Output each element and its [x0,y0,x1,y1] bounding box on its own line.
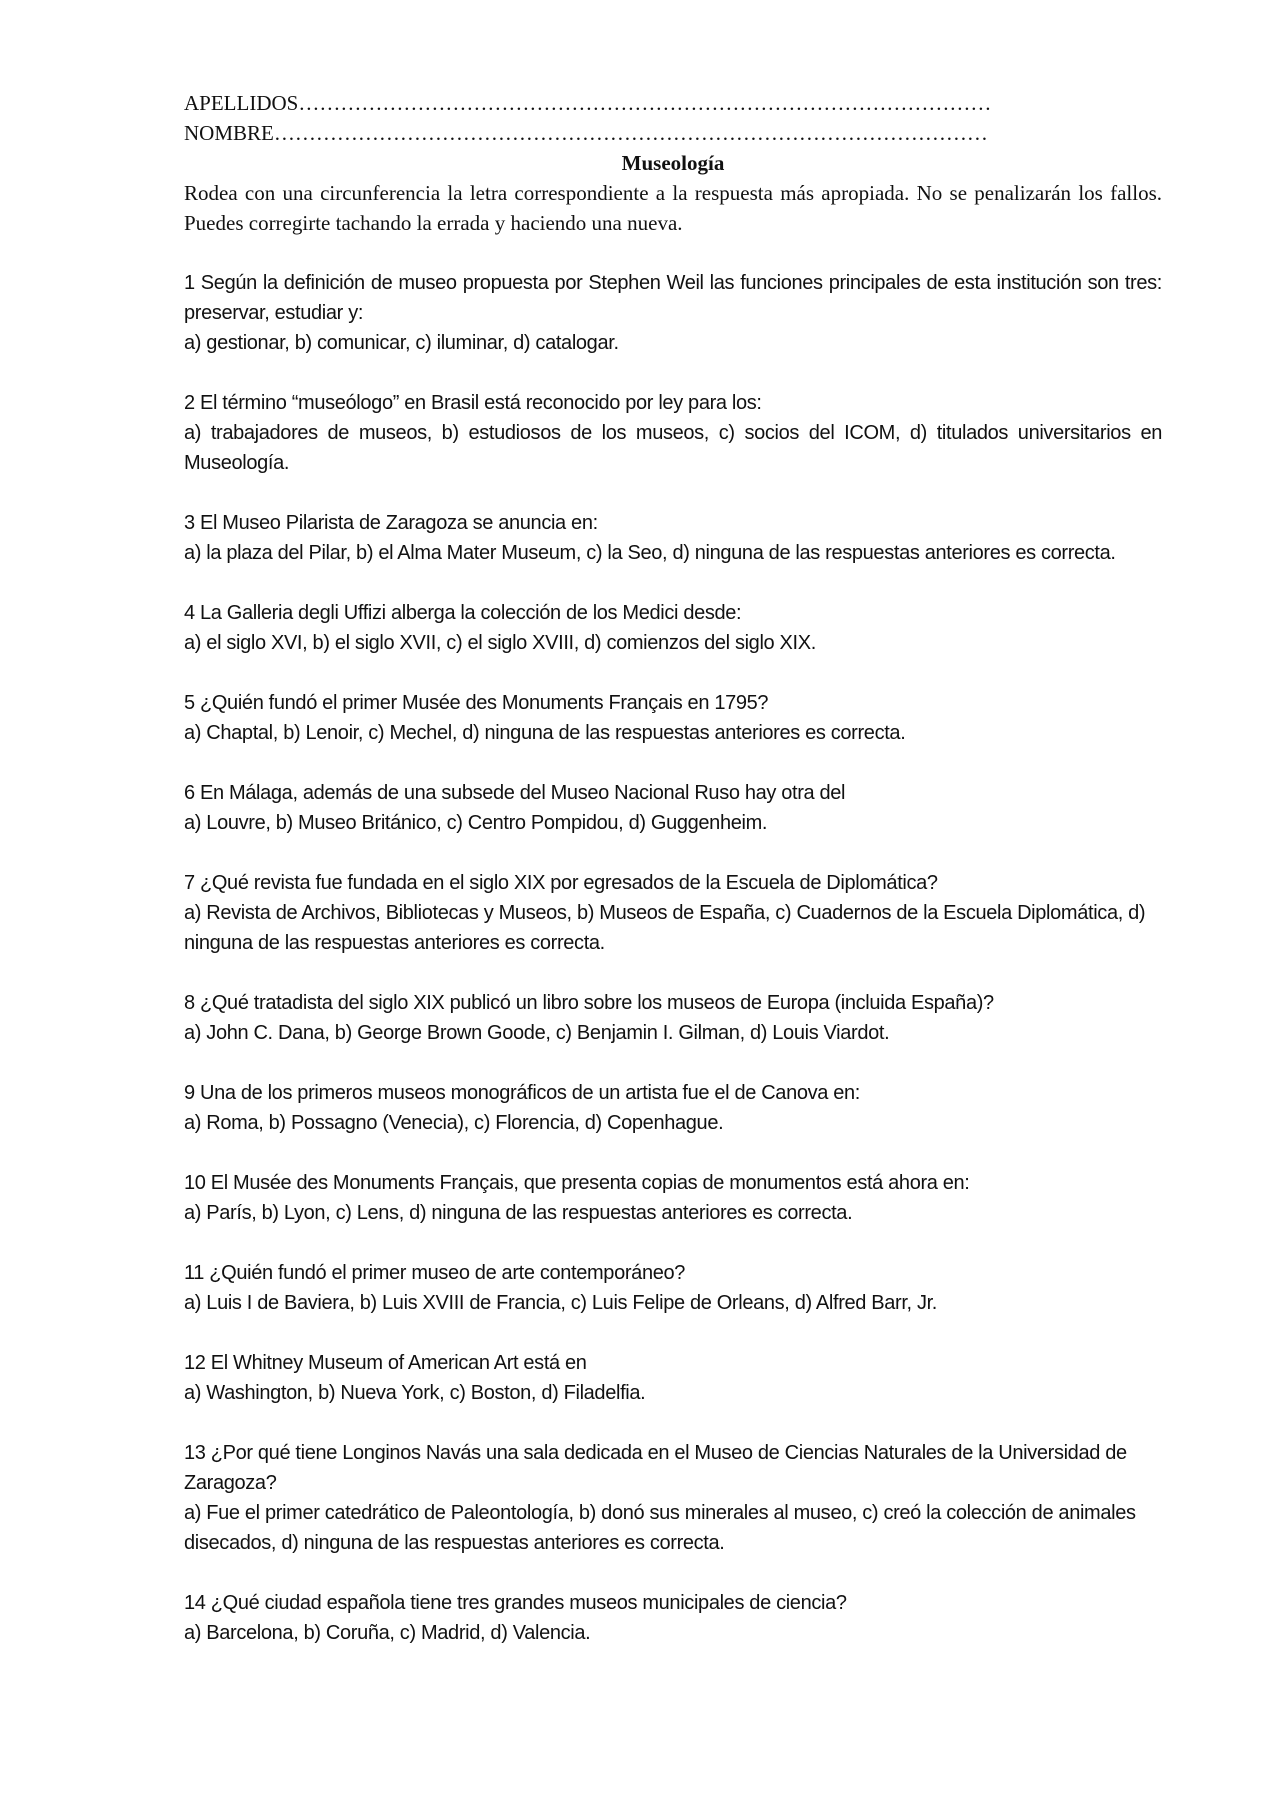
question-4 [184,598,1162,658]
question-options[interactable]: a) Washington, b) Nueva York, c) Boston, d) Filadelfia. [184,1382,646,1404]
question-3 [184,508,1162,568]
question-text: 3 El Museo Pilarista de Zaragoza se anuncia en: [184,512,598,534]
question-text: 14 ¿Qué ciudad española tiene tres grandes museos municipales de ciencia? [184,1592,847,1614]
question-12 [184,1348,1162,1408]
question-options[interactable]: a) Roma, b) Possagno (Venecia), c) Florencia, d) Copenhague. [184,1112,724,1134]
question-text: 4 La Galleria degli Uffizi alberga la colección de los Medici desde: [184,602,742,624]
nombre-field[interactable]: NOMBRE………………………………………………………………………………………… [184,121,988,145]
question-7 [184,868,1162,958]
question-text: 9 Una de los primeros museos monográficos de un artista fue el de Canova en: [184,1082,861,1104]
question-text: 2 El término “museólogo” en Brasil está reconocido por ley para los: [184,392,762,414]
question-text: 6 En Málaga, además de una subsede del Museo Nacional Ruso hay otra del [184,782,846,804]
question-6 [184,778,1162,838]
apellidos-field[interactable]: APELLIDOS……………………………………………………………………………………… [184,91,992,115]
question-options[interactable]: a) gestionar, b) comunicar, c) iluminar, d) catalogar. [184,332,619,354]
question-options[interactable]: a) John C. Dana, b) George Brown Goode, c) Benjamin I. Gilman, d) Louis Viardot. [184,1022,890,1044]
question-5 [184,688,1162,748]
question-options[interactable]: a) la plaza del Pilar, b) el Alma Mater Museum, c) la Seo, d) ninguna de las respuestas anteriores es correcta. [184,542,1116,564]
question-options[interactable]: a) el siglo XVI, b) el siglo XVII, c) el siglo XVIII, d) comienzos del siglo XIX. [184,632,816,654]
question-options[interactable]: a) Fue el primer catedrático de Paleontología, b) donó sus minerales al museo, c) creó la colección de animales disecados, d) ninguna de las respuestas anteriores es correcta. [184,1502,1136,1554]
question-14 [184,1588,1162,1648]
question-options[interactable]: a) Luis I de Baviera, b) Luis XVIII de Francia, c) Luis Felipe de Orleans, d) Alfred Barr, Jr. [184,1292,938,1314]
question-text: 10 El Musée des Monuments Français, que presenta copias de monumentos está ahora en: [184,1172,970,1194]
instructions: Rodea con una circunferencia la letra correspondiente a la respuesta más apropiada. No se penalizarán los fallos. Puedes corregirte tachando la errada y haciendo una nueva. [184,181,1162,235]
question-1 [184,268,1162,358]
question-text: 11 ¿Quién fundó el primer museo de arte contemporáneo? [184,1262,686,1284]
question-options[interactable]: a) Barcelona, b) Coruña, c) Madrid, d) Valencia. [184,1622,591,1644]
question-options[interactable]: a) trabajadores de museos, b) estudiosos de los museos, c) socios del ICOM, d) titulados universitarios en Museología. [184,422,1162,474]
question-9 [184,1078,1162,1138]
question-options[interactable]: a) Revista de Archivos, Bibliotecas y Museos, b) Museos de España, c) Cuadernos de la Escuela Diplomática, d) ninguna de las respuestas anteriores es correcta. [184,902,1146,954]
question-11 [184,1258,1162,1318]
page-title: Museología [621,151,725,175]
question-text: 13 ¿Por qué tiene Longinos Navás una sala dedicada en el Museo de Ciencias Naturales de la Universidad de Zaragoza? [184,1442,1127,1494]
question-text: 5 ¿Quién fundó el primer Musée des Monuments Français en 1795? [184,692,769,714]
exam-page [184,88,1162,1648]
question-13 [184,1438,1162,1558]
question-text: 12 El Whitney Museum of American Art está en [184,1352,587,1374]
question-options[interactable]: a) Chaptal, b) Lenoir, c) Mechel, d) ninguna de las respuestas anteriores es correcta. [184,722,906,744]
question-10 [184,1168,1162,1228]
question-8 [184,988,1162,1048]
question-options[interactable]: a) París, b) Lyon, c) Lens, d) ninguna de las respuestas anteriores es correcta. [184,1202,853,1224]
question-options[interactable]: a) Louvre, b) Museo Británico, c) Centro Pompidou, d) Guggenheim. [184,812,768,834]
question-2 [184,388,1162,478]
question-text: 8 ¿Qué tratadista del siglo XIX publicó un libro sobre los museos de Europa (incluida España)? [184,992,994,1014]
question-text: 7 ¿Qué revista fue fundada en el siglo XIX por egresados de la Escuela de Diplomática? [184,872,938,894]
question-text: 1 Según la definición de museo propuesta por Stephen Weil las funciones principales de esta institución son tres: preservar, estudiar y: [184,272,1162,324]
